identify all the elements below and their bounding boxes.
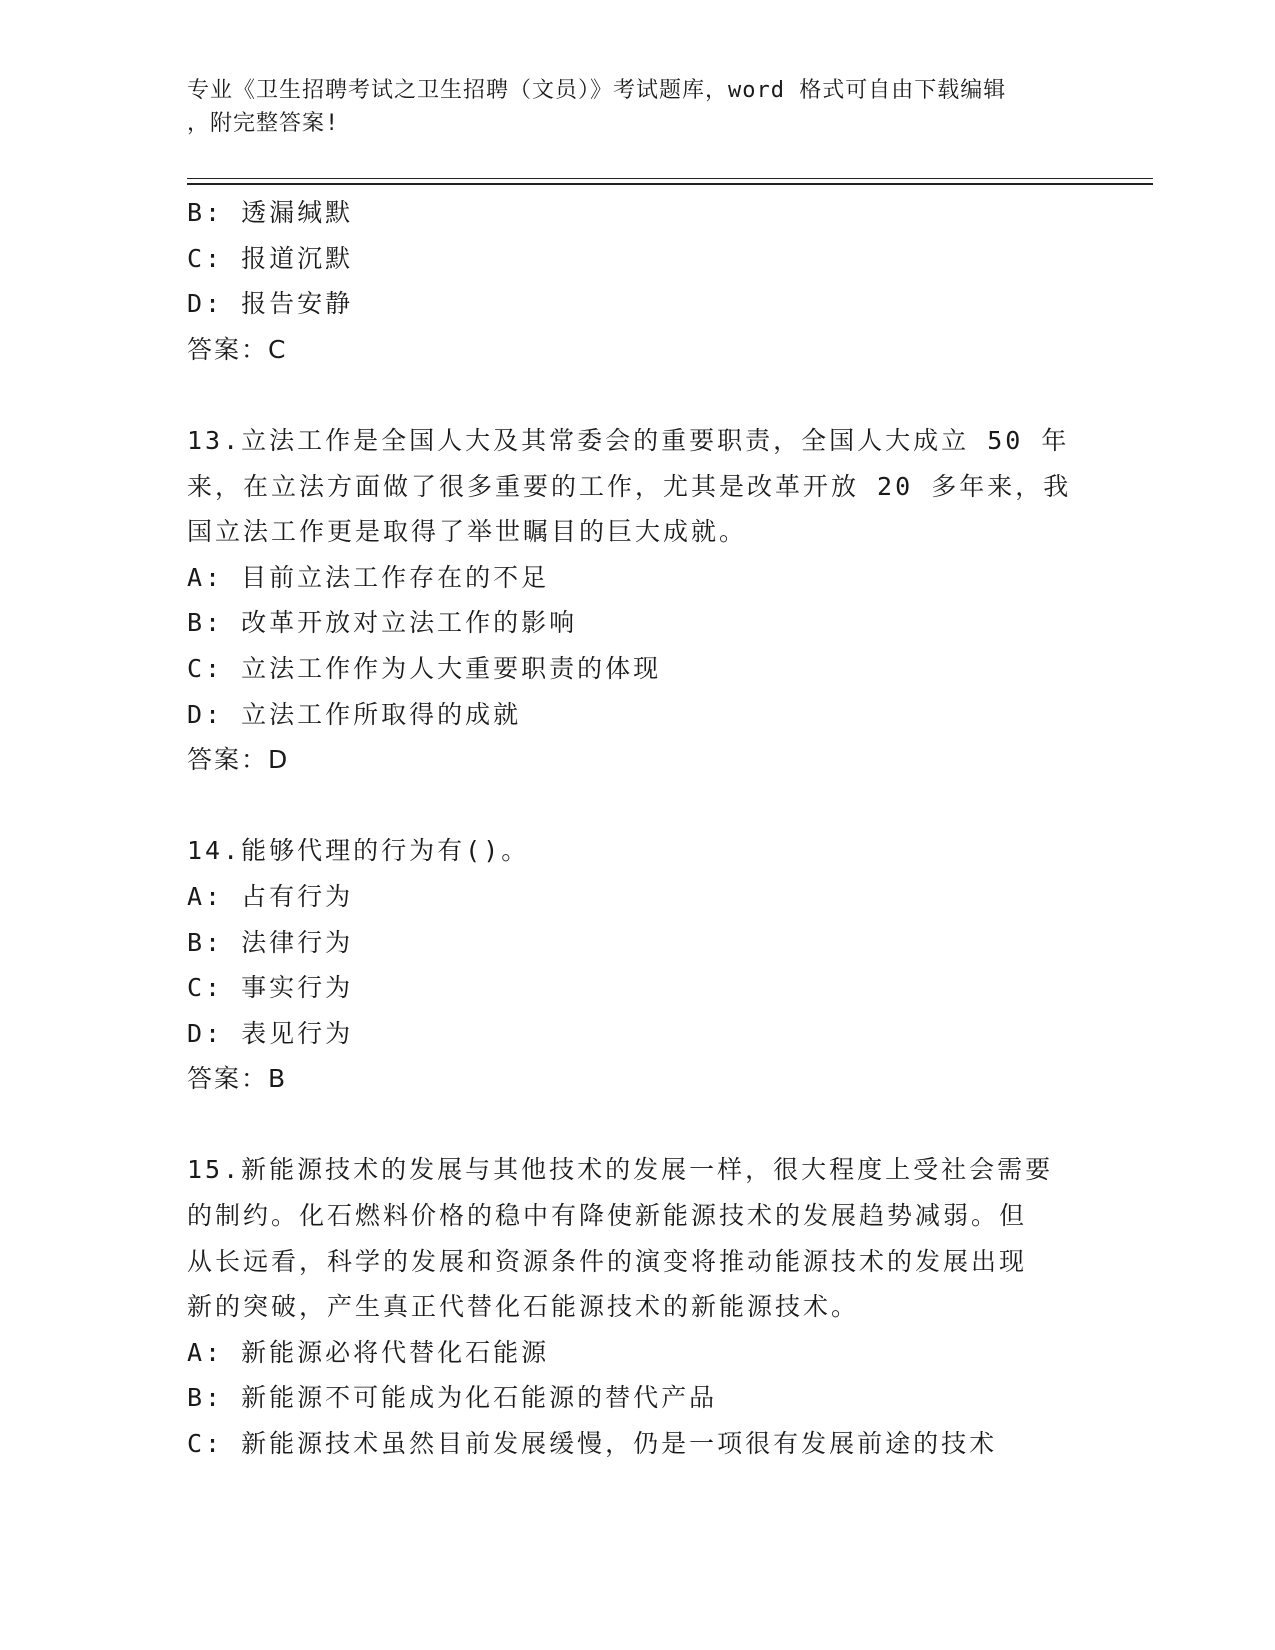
option-d: D: 立法工作所取得的成就 [187, 699, 522, 729]
option-a: A: 新能源必将代替化石能源 [187, 1337, 550, 1367]
question-text: 来，在立法方面做了很多重要的工作，尤其是改革开放 20 多年来，我 [187, 471, 1072, 501]
question-block-12 [187, 190, 1087, 372]
option-a: A: 目前立法工作存在的不足 [187, 562, 550, 592]
question-block-14 [187, 828, 1087, 1102]
header-divider-thin [187, 178, 1153, 179]
question-text: 15.新能源技术的发展与其他技术的发展一样，很大程度上受社会需要 [187, 1155, 1054, 1185]
option-a: A: 占有行为 [187, 881, 354, 911]
document-header [187, 74, 1067, 140]
spacer [187, 1102, 1087, 1148]
option-c: C: 新能源技术虽然目前发展缓慢，仍是一项很有发展前途的技术 [187, 1429, 998, 1459]
option-c: C: 报道沉默 [187, 243, 354, 273]
question-text: 从长远看，科学的发展和资源条件的演变将推动能源技术的发展出现 [187, 1246, 1028, 1276]
question-block-13 [187, 418, 1087, 783]
header-line-2: ，附完整答案! [187, 111, 340, 136]
question-text: 国立法工作更是取得了举世瞩目的巨大成就。 [187, 517, 748, 547]
spacer [187, 783, 1087, 829]
question-text: 14.能够代理的行为有()。 [187, 836, 530, 866]
option-d: D: 报告安静 [187, 289, 354, 319]
option-b: B: 透漏缄默 [187, 198, 354, 227]
option-b: B: 新能源不可能成为化石能源的替代产品 [187, 1383, 718, 1413]
question-list [187, 190, 1087, 1467]
question-block-15 [187, 1147, 1087, 1466]
answer-line: 答案：C [187, 334, 288, 364]
header-line-1: 专业《卫生招聘考试之卫生招聘（文员）》考试题库，word 格式可自由下载编辑 [187, 78, 1007, 103]
answer-line: 答案：D [187, 745, 290, 775]
option-c: C: 事实行为 [187, 973, 354, 1003]
option-c: C: 立法工作作为人大重要职责的体现 [187, 653, 662, 683]
option-b: B: 法律行为 [187, 927, 354, 957]
answer-line: 答案：B [187, 1064, 288, 1094]
option-d: D: 表见行为 [187, 1018, 354, 1048]
option-b: B: 改革开放对立法工作的影响 [187, 608, 578, 638]
question-text: 13.立法工作是全国人大及其常委会的重要职责，全国人大成立 50 年 [187, 425, 1070, 455]
spacer [187, 372, 1087, 418]
question-text: 的制约。化石燃料价格的稳中有降使新能源技术的发展趋势减弱。但 [187, 1201, 1028, 1231]
header-divider-thick [187, 183, 1153, 185]
question-text: 新的突破，产生真正代替化石能源技术的新能源技术。 [187, 1292, 860, 1322]
